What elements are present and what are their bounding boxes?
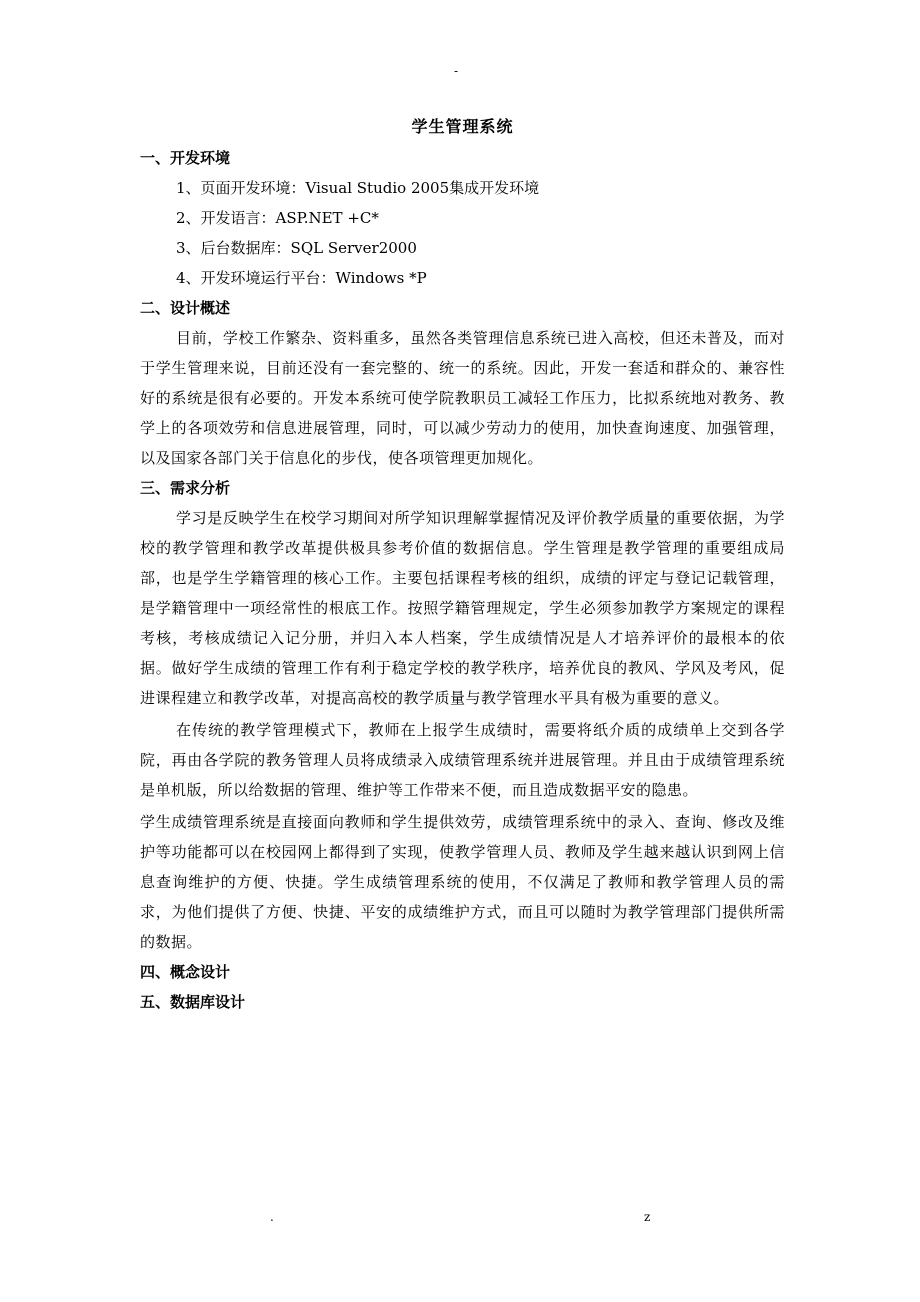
requirements-paragraph: 学生成绩管理系统是直接面向教师和学生提供效劳，成绩管理系统中的录入、查询、修改及维护等功能都可以在校园网上都得到了实现，使教学管理人员、教师及学生越来越认识到网上信息查询维护的方便、快捷。学生成绩管理系统的使用，不仅满足了教师和教学管理人员的需求，为他们提供了方便、快捷、平安的成绩维护方式，而且可以随时为教学管理部门提供所需的数据。 [140, 813, 785, 951]
section-heading-concept: 四、概念设计 [140, 963, 231, 981]
section-heading-database: 五、数据库设计 [140, 993, 246, 1011]
footer-left-mark: . [270, 1210, 274, 1224]
env-item: 2、开发语言：ASP.NET +C* [176, 209, 379, 227]
header-mark: - [454, 64, 459, 78]
env-item: 3、后台数据库：SQL Server2000 [176, 239, 417, 257]
design-paragraph: 目前，学校工作繁杂、资料重多，虽然各类管理信息系统已进入高校，但还未普及，而对于学生管理来说，目前还没有一套完整的、统一的系统。因此，开发一套适和群众的、兼容性好的系统是很有必要的。开发本系统可使学院教职员工减轻工作压力，比拟系统地对教务、教学上的各项效劳和信息进展管理，同时，可以减少劳动力的使用，加快查询速度、加强管理，以及国家各部门关于信息化的步伐，使各项管理更加规化。 [140, 329, 785, 467]
section-heading-env: 一、开发环境 [140, 149, 231, 167]
section-heading-design: 二、设计概述 [140, 299, 231, 317]
env-item: 4、开发环境运行平台：Windows *P [176, 269, 427, 287]
section-heading-requirements: 三、需求分析 [140, 479, 231, 497]
document-body [140, 112, 785, 1017]
requirements-paragraph: 在传统的教学管理模式下，教师在上报学生成绩时，需要将纸介质的成绩单上交到各学院，再由各学院的教务管理人员将成绩录入成绩管理系统并进展管理。并且由于成绩管理系统是单机版，所以给数据的管理、维护等工作带来不便，而且造成数据平安的隐患。 [140, 721, 785, 799]
document-title: 学生管理系统 [411, 117, 514, 136]
env-item: 1、页面开发环境：Visual Studio 2005集成开发环境 [176, 179, 540, 197]
footer-right-mark: z [644, 1210, 651, 1224]
requirements-paragraph: 学习是反映学生在校学习期间对所学知识理解掌握情况及评价教学质量的重要依据，为学校的教学管理和教学改革提供极具参考价值的数据信息。学生管理是教学管理的重要组成局部，也是学生学籍管理的核心工作。主要包括课程考核的组织，成绩的评定与登记记载管理，是学籍管理中一项经常性的根底工作。按照学籍管理规定，学生必须参加教学方案规定的课程考核，考核成绩记入记分册，并归入本人档案，学生成绩情况是人才培养评价的最根本的依据。做好学生成绩的管理工作有利于稳定学校的教学秩序，培养优良的教风、学风及考风，促进课程建立和教学改革，对提高高校的教学质量与教学管理水平具有极为重要的意义。 [140, 509, 785, 707]
